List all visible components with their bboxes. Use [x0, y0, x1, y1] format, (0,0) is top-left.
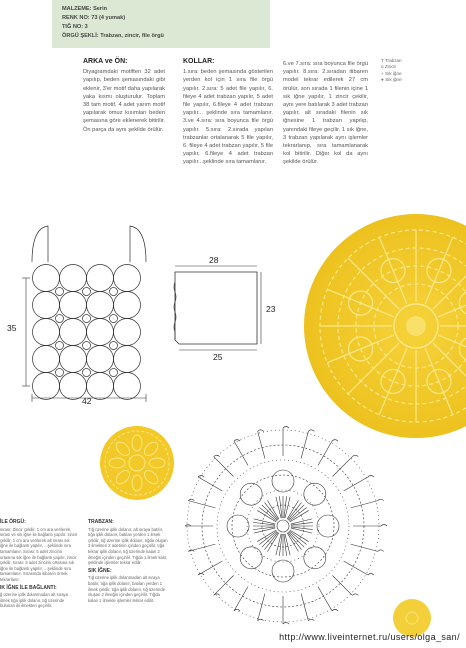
stitch-mark	[253, 522, 275, 525]
filler-motif	[110, 369, 118, 377]
body-schematic	[18, 222, 158, 412]
sik-igne-text: Tığ üzerine iplik dolanmadan alt sıraya batılır, tığa iplik dolanır, batılan yerden 1 ilmek çekilir, tığa iplik dolanır, tığ üzerinde oluşan 2 ilmeğin içinden geçirilir. Tığda kalan 1 ilmekle işlemler tekrar edilir.	[88, 575, 166, 603]
outer-stitch	[344, 477, 368, 491]
picot	[378, 499, 384, 501]
picot	[381, 525, 387, 527]
filler-motif	[83, 369, 91, 377]
body-motif	[114, 373, 141, 400]
body-motif	[33, 373, 60, 400]
body-motif	[60, 319, 87, 346]
sleeve-bottom-label: 25	[213, 352, 223, 362]
outer-stitch	[214, 457, 234, 477]
hook-line: TIĞ NO: 3	[62, 24, 88, 30]
picot	[368, 476, 374, 478]
body-motif	[87, 346, 114, 373]
body-motif	[60, 292, 87, 319]
diagram-petal	[317, 515, 339, 537]
filler-motif	[83, 315, 91, 323]
sleeve-side-label: 23	[266, 304, 276, 314]
sik-igne-title: SIK İĞNE:	[88, 567, 112, 574]
outer-stitch	[258, 431, 265, 458]
picot	[234, 440, 240, 442]
stitch-mark	[284, 496, 287, 518]
sleeves-text: 1.sıra: beden şemasında gösterilen yerden kol için 1 sıra file örgü yapılır. 2.sıra: 5 adet file yapılır, 6. fileye 4 adet trabzan yapılır, 5 adet file yapılır, 6.fileye 4 adet trabzan yapılır... şeklinde sıra tamamlanır. 3.ve 4.sıra: sıra boyunca file örgü yapılır. 5.sıra: 2.sırada yapılan trabzanlar ortalanarak 5 file yapılır, 6. fileye 4 adet trabzan yapılır, 5 file yapılır, 6.fileye 4 adet trabzan yapılır...şeklinde sıra tamamlanır.	[183, 69, 273, 166]
filler-motif	[110, 315, 118, 323]
filler-motif	[83, 342, 91, 350]
sleeve-top-label: 28	[209, 255, 219, 265]
yellow-motif-photo-large	[298, 210, 466, 440]
picot	[283, 427, 289, 429]
outer-stitch	[344, 561, 368, 575]
picot	[283, 623, 289, 625]
body-motif	[33, 292, 60, 319]
sik-igne-baglanti-text: ğ üzerine iplik dolanmadan alt sıraya ilmek tığa iplik dolanır, tığ üzerinde bulunan iki ilmekten geçirilir.	[0, 592, 68, 609]
picot	[214, 455, 220, 457]
filler-motif	[110, 342, 118, 350]
color-line: RENK NO: 73 (4 yumak)	[62, 15, 126, 21]
sleeves-section	[183, 58, 273, 167]
diagram-petal	[272, 560, 294, 582]
stitch-notes	[88, 520, 168, 606]
sik-igne-baglanti-title: IK İĞNE İLE BAĞLANTI:	[0, 584, 57, 591]
picot	[378, 550, 384, 552]
picot	[352, 594, 358, 596]
stitch-mark	[284, 534, 287, 556]
body-motif	[60, 265, 87, 292]
sleeves-title: KOLLAR:	[183, 58, 215, 65]
front-back-text: Diyagramdaki motiften 32 adet yapılıp, beden şemasındaki gibi eklenir, 3'er motif daha yapılarak yaka kısmı oluşturulur. Toplam 38 tam motif, 4 adet yarım motif yapılarak omuz kısımları beden şemasına göre eklenerek bitirilir. Ön parça da aynı şekilde örülür.	[83, 69, 165, 133]
outer-stitch	[301, 594, 308, 621]
stitch-mark	[279, 534, 282, 556]
filler-motif	[83, 288, 91, 296]
file-orgu-notes	[0, 520, 78, 612]
body-motif	[60, 346, 87, 373]
picot	[332, 440, 338, 442]
file-orgu-title: İLE ÖRGÜ:	[0, 519, 26, 525]
body-motif	[33, 265, 60, 292]
legend-trabzan: T Trabzan	[381, 58, 402, 63]
outer-stitch	[188, 501, 215, 508]
stitch-mark	[291, 522, 313, 525]
filler-motif	[56, 288, 64, 296]
stitch-mark	[253, 527, 275, 530]
picot	[188, 499, 194, 501]
filler-motif	[56, 342, 64, 350]
crochet-motif-diagram	[178, 418, 388, 638]
body-motif	[87, 319, 114, 346]
body-motif	[33, 319, 60, 346]
picot	[308, 619, 314, 621]
material-line: MALZEME: Serin	[62, 6, 108, 12]
filler-motif	[56, 369, 64, 377]
picot	[198, 476, 204, 478]
picot	[258, 430, 264, 432]
outer-stitch	[198, 561, 222, 575]
file-orgu-text: sırası: Zincir çekilir, 1 cm ara verilerek, sırası ve sık iğne ile bağlantı yapılır. zincir çekilir, 1 cm ara verilerek alt sırası sık iğne ile bağlantı yapılır, ...şeklinde sıra tamamlanır. Sırası: 5 adet zincirin ortasına sık iğne ile bağlantı yapılır, zincir çekilir, sırası: 5 adet zincirin ortasına sık iğne ile bağlantı yapılır, ...şeklinde sıra tamamlanır. Sırasında itibaren örnek tekrarlanır.	[0, 526, 78, 582]
body-motif	[87, 292, 114, 319]
outer-stitch	[214, 575, 234, 595]
body-motif	[114, 346, 141, 373]
yellow-motif-photo-small	[98, 424, 176, 502]
picot	[352, 455, 358, 457]
outer-stitch	[351, 544, 378, 551]
sleeve-schematic	[165, 262, 265, 362]
stitch-mark	[279, 496, 282, 518]
outer-stitch	[332, 457, 352, 477]
body-motif	[114, 319, 141, 346]
diagram-petal	[227, 515, 249, 537]
shoulder-motif-left	[32, 226, 48, 262]
filler-motif	[110, 288, 118, 296]
sleeves-continued	[283, 60, 368, 167]
picot	[332, 609, 338, 611]
filler-motif	[56, 315, 64, 323]
center-ring	[277, 520, 289, 532]
outer-stitch	[234, 587, 248, 611]
trabzan-text: Tığ üzerine iplik dolanır, alt sıraya batılır, tığa iplik dolanır, batılan yerden 1 ilmek çekilir, tığ üzerine iplik dolanır, tığda oluşan 3 ilmekten 2 adetinin içinden geçirilir, tığa tekrar iplik dolanır, tığ üzerinde kalan 2 ilmeğin içinden geçirilir. Tığda 1 ilmek kalır, şeklinde işlemler tekrar edilir.	[88, 526, 168, 566]
stitch-line: ÖRGÜ ŞEKLİ: Trabzan, zincir, file örgü	[62, 33, 164, 39]
shoulder-motif-right	[130, 226, 146, 262]
outer-stitch	[332, 575, 352, 595]
legend-sik-igne: + Sık iğne	[381, 70, 402, 76]
body-motif	[114, 292, 141, 319]
legend-zincir: o Zincir	[381, 64, 397, 70]
body-motif	[87, 265, 114, 292]
front-back-title: ARKA ve ÖN:	[83, 58, 128, 65]
legend-sik-igne-2: ● Sık iğne	[381, 77, 402, 83]
outer-stitch	[198, 477, 222, 491]
diagram-petal	[272, 470, 294, 492]
picot	[308, 430, 314, 432]
picot	[258, 619, 264, 621]
trabzan-title: TRABZAN:	[88, 519, 114, 525]
round-ring	[217, 460, 349, 592]
body-width-label: 42	[82, 396, 92, 406]
outer-stitch	[351, 501, 378, 508]
picot	[368, 574, 374, 576]
source-url: http://www.liveinternet.ru/users/olga_san/	[279, 632, 460, 642]
sleeves-text-continued: 6.ve 7.sıra: sıra boyunca file örgü yapılır. 8.sıra: 2.sıradan itibaren model tekrar edilerek 27 cm örülür, son sırada 1 filenin içine 1 sık iğne yapılır, 1 zincir çekilir, aynı yere batılarak 3 adet trabzan yapılır, alt sıradaki filenin sık iğnesine 1 trabzan yapılıp, yanındaki fileye geçilir. 1 sık iğne, 3 trabzan yapılarak aynı işlemler tekrarlanıp, sıra tamamlanarak kol bitirilir. Diğer kol da aynı şekilde örülür.	[283, 61, 368, 166]
body-motif	[33, 346, 60, 373]
outer-stitch	[258, 594, 265, 621]
materials-header	[52, 0, 270, 48]
front-back-section	[83, 58, 165, 134]
symbol-legend	[381, 58, 402, 84]
stitch-mark	[291, 527, 313, 530]
body-height-label: 35	[7, 323, 17, 333]
outer-stitch	[234, 441, 248, 465]
outer-stitch	[301, 431, 308, 458]
outer-stitch	[318, 441, 332, 465]
outer-stitch	[318, 587, 332, 611]
body-motif	[114, 265, 141, 292]
